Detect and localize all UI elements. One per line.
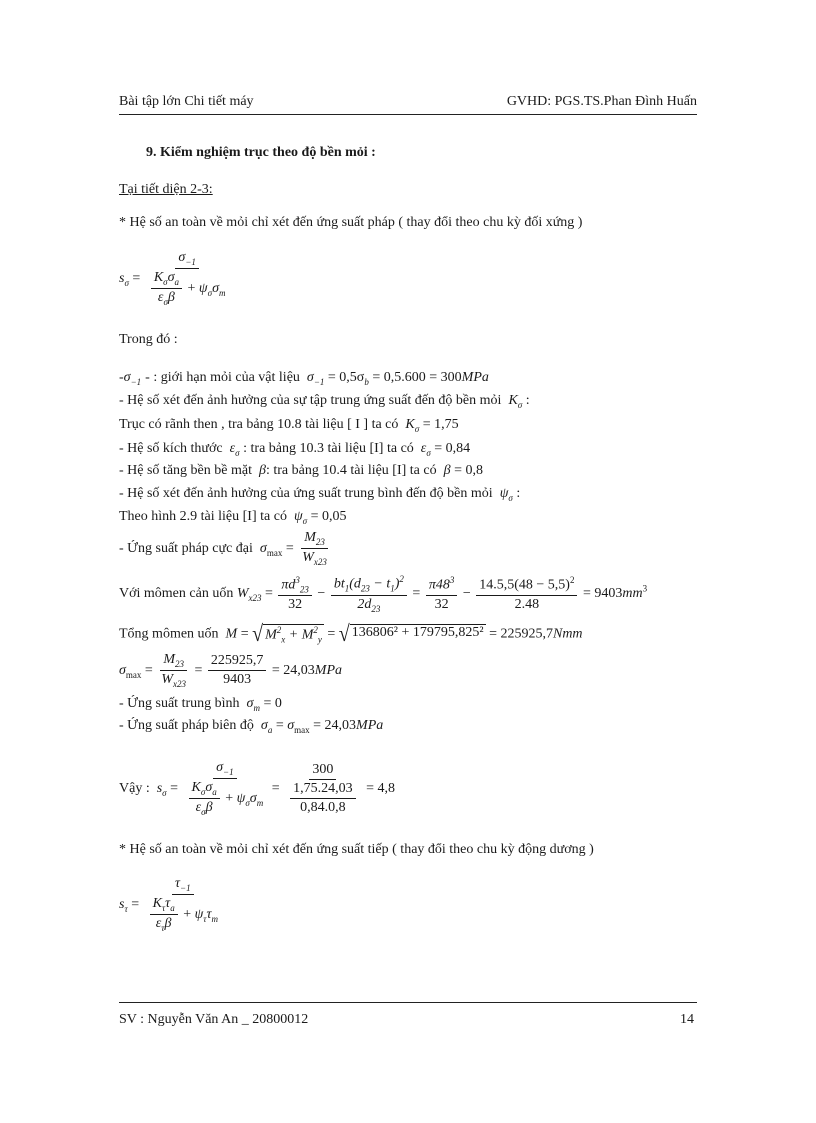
line-mean-stress-factor: - Hệ số xét đến ảnh hưởng của ứng suất trung bình đến độ bền mỏi $\psi_\sigma$ : <box>119 486 521 503</box>
sigma-a-result: = 24,03 <box>313 718 357 733</box>
footer-divider <box>119 1002 697 1003</box>
result-value: = 4,8 <box>366 780 396 796</box>
line-total-moment-text: Tổng mômen uốn <box>119 626 219 642</box>
line-size-factor: - Hệ số kích thước $\varepsilon_\sigma$ : tra bảng 10.3 tài liệu [I] ta có $\varepsilon_\sigma = 0,84$ <box>119 441 471 458</box>
line-size-factor-text: - Hệ số kích thước <box>119 441 223 456</box>
line-max-stress: - Ứng suất pháp cực đại $\sigma_{max}$ = $\frac{M_{23}}{W_{x23}}$ <box>119 530 327 567</box>
result-den-1: 1,75.24,03 <box>290 781 356 799</box>
sigma-max-num: 225925,7 <box>208 653 267 671</box>
line-stress-concentration: - Hệ số xét đến ảnh hưởng của sự tập trung ứng suất đến độ bền mỏi $K_\sigma$ : <box>119 393 530 410</box>
line-section-modulus-text: Với mômen cản uốn <box>119 586 234 602</box>
result-num: 300 <box>309 762 336 780</box>
eps-sigma-value: = 0,84 <box>434 441 471 456</box>
k-sigma-value: = 1,75 <box>422 417 459 432</box>
line-surface-factor-text: - Hệ số tăng bền bề mặt <box>119 463 252 478</box>
line-amplitude-stress-text: - Ứng suất pháp biên độ <box>119 718 254 733</box>
section-title: 9. Kiểm nghiệm trục theo độ bền mỏi : <box>146 145 376 160</box>
line-keyway-text: Trục có rãnh then , tra bảng 10.8 tài liệu [ I ] ta có <box>119 417 399 432</box>
unit-mpa: MPa <box>461 370 489 385</box>
line-figure-ref: Theo hình 2.9 tài liệu [I] ta có $\psi_\sigma = 0,05$ <box>119 509 347 526</box>
section-subtitle: Tại tiết diện 2-3: <box>119 182 213 197</box>
result-den-2: 0,84.0,8 <box>300 799 346 815</box>
moment-root: 136806² + 179795,825² <box>350 624 486 644</box>
header-supervisor: GVHD: PGS.TS.Phan Đình Huấn <box>506 94 697 109</box>
line-figure-ref-text: Theo hình 2.9 tài liệu [I] ta có <box>119 509 287 524</box>
paragraph-normal-stress: * Hệ số an toàn về mỏi chỉ xét đến ứng suất pháp ( thay đổi theo chu kỳ đối xứng ) <box>119 215 583 230</box>
line-mean-stress: - Ứng suất trung bình $\sigma_m = 0$ <box>119 696 282 713</box>
line-surface-factor: - Hệ số tăng bền bề mặt β: tra bảng 10.4 tài liệu [I] ta có β = 0,8 <box>119 463 484 478</box>
wx-den-a: 32 <box>288 597 303 613</box>
line-stress-concentration-text: - Hệ số xét đến ảnh hưởng của sự tập trung ứng suất đến độ bền mỏi <box>119 393 502 408</box>
line-surface-factor-text-b: : tra bảng 10.4 tài liệu [I] ta có <box>265 463 437 478</box>
beta-value: = 0,8 <box>454 463 484 478</box>
line-keyway: Trục có rãnh then , tra bảng 10.8 tài liệu [ I ] ta có $K_\sigma = 1,75$ <box>119 417 459 434</box>
moment-result: = 225925,7 <box>489 626 553 642</box>
wx-den-b: 2d <box>357 596 372 612</box>
label-trong-do: Trong đó : <box>119 332 178 347</box>
label-vay: Vậy : <box>119 780 150 796</box>
line-total-moment: Tổng mômen uốn M = √ $M^2_x + M^2_y$ = √ 136806² + 179795,825² = 225925,7Nmm <box>119 621 583 647</box>
wx-result: = 9403 <box>582 586 623 602</box>
line-size-factor-text-b: : tra bảng 10.3 tài liệu [I] ta có <box>243 441 414 456</box>
formula-s-sigma: $s_\sigma$ = $\sigma_{-1}$ $\frac{K_\sigma\sigma_a}{\varepsilon_\sigma\beta}$ + $\psi_\sigma\sigma_m$ <box>119 250 226 308</box>
line-mean-stress-text: - Ứng suất trung bình <box>119 696 240 711</box>
sigma-max-den: 9403 <box>223 672 252 688</box>
line-amplitude-stress: - Ứng suất pháp biên độ $\sigma_a = \sigma_{max} = 24,03MPa$ <box>119 718 384 735</box>
line-fatigue-limit: $-\sigma_{-1}$ - : giới hạn mỏi của vật liệu $\sigma_{-1} = 0,5\sigma_b = 0,5.600 = 300MPa$ <box>119 370 489 387</box>
wx-den-d: 32 <box>434 596 449 612</box>
formula-s-tau: $s_\tau$ = $\tau_{-1}$ $\frac{K_\tau\tau_a}{\varepsilon_\tau\beta}$ + $\psi_\tau\tau_m$ <box>119 876 219 934</box>
psi-sigma-value: = 0,05 <box>310 509 347 524</box>
line-max-stress-text: - Ứng suất pháp cực đại <box>119 540 253 556</box>
formula-result-s-sigma: Vậy : $s_\sigma$ = $\sigma_{-1}$ $\frac{K_\sigma\sigma_a}{\varepsilon_\sigma\beta}$ + $\psi_\sigma\sigma_m$ = $\frac{300}{\frac{1,75.24,03}{0,84.0,8}}$ = 4,8 <box>119 760 396 818</box>
line-section-modulus: Với mômen cản uốn $W_{x23}$ = $\frac{\pi d^3_{23}}{32}$ − $\frac{bt_1(d_{23} - t_1)^2}{2d_{23}}$ = $\frac{\pi 48^3}{32}$ − $\frac{14.5,5(48 - 5,5)^2}{2.48}$ = $9403mm^3$ <box>119 574 648 614</box>
wx-num-e: 14.5,5(48 − 5,5) <box>479 577 570 593</box>
footer-student: SV : Nguyễn Văn An _ 20800012 <box>119 1012 309 1027</box>
wx-num-c: π48 <box>428 577 450 593</box>
unit-mpa-3: MPa <box>356 718 384 733</box>
wx-den-f: 2.48 <box>514 596 540 612</box>
sigma-m1-value: = 0,5σ <box>327 370 365 385</box>
page-number: 14 <box>680 1012 694 1027</box>
wx-unit: mm <box>622 586 643 602</box>
moment-unit: Nmm <box>552 626 583 642</box>
page-header <box>119 94 697 115</box>
header-course-title: Bài tập lớn Chi tiết máy <box>119 94 254 109</box>
sigma-m1-result: = 0,5.600 = 300 <box>372 370 462 385</box>
unit-mpa-2: MPa <box>314 662 343 678</box>
sigma-m-value: = 0 <box>263 696 282 711</box>
paragraph-shear-stress: * Hệ số an toàn về mỏi chỉ xét đến ứng suất tiếp ( thay đổi theo chu kỳ động dương ) <box>119 842 594 857</box>
line-fatigue-limit-text: - : giới hạn mỏi của vật liệu <box>145 370 300 385</box>
formula-sigma-max: $\sigma_{max}$ = $\frac{M_{23}}{W_{x23}}$ = $\frac{225925,7}{9403}$ = 24,03MPa <box>119 652 343 689</box>
sigma-max-result: = 24,03 <box>271 662 315 678</box>
line-mean-stress-factor-text: - Hệ số xét đến ảnh hưởng của ứng suất trung bình đến độ bền mỏi <box>119 486 493 501</box>
